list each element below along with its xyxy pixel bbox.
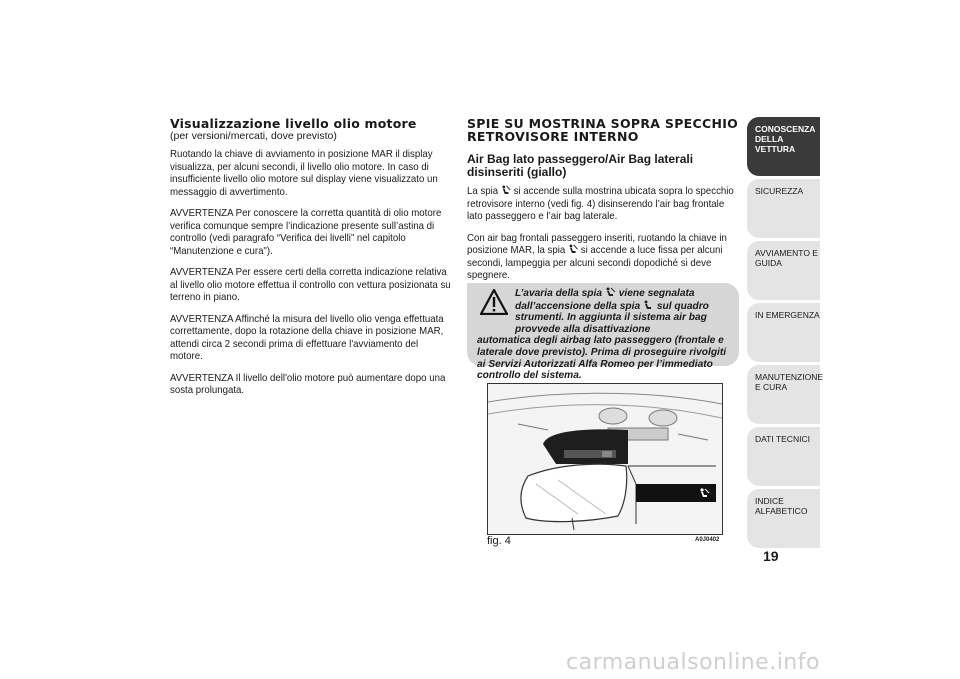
paragraph: AVVERTENZA Affinché la misura del livello olio venga effettuata correttamente, dopo la rotazione della chiave in posizione MAR, attendi circa 2 secondi prima di effettuare l'avviamento del motore.	[170, 312, 444, 362]
figure-code: A0J0402	[695, 537, 720, 543]
airbag-lamp-icon	[643, 300, 654, 310]
text: si accende sulla mostrina ubicata sopra lo specchio retrovisore interno (vedi fig. 4) disinserendo l’air bag frontale lato passeggero e l’air bag laterale.	[467, 185, 734, 222]
text: viene segnalata dall’accensione della spia	[515, 288, 695, 312]
text: Con air bag frontali passeggero inseriti, ruotando la chiave in posizione MAR, la spia	[467, 231, 727, 256]
warning-box	[467, 283, 739, 382]
watermark: carmanualsonline.info	[566, 650, 820, 675]
page-number: 19	[763, 548, 779, 564]
paragraph: AVVERTENZA Il livello dell'olio motore può aumentare dopo una sosta prolungata.	[170, 371, 446, 396]
right-column	[467, 117, 739, 291]
tab-dati-tecnici[interactable]: DATI TECNICI	[747, 427, 820, 486]
mirror-illustration	[488, 384, 722, 534]
tab-in-emergenza[interactable]: IN EMERGENZA	[747, 303, 820, 362]
left-column	[170, 117, 455, 406]
section-title-oil-level: Visualizzazione livello olio motore	[170, 116, 417, 131]
text: sul quadro strumenti. In aggiunta il sistema air bag provvede alla disattivazione	[515, 300, 709, 335]
section-title-warning-lights: SPIE SU MOSTRINA SOPRA SPECCHIO RETROVISORE INTERNO	[467, 116, 739, 144]
text: La spia	[467, 185, 499, 197]
tab-sicurezza[interactable]: SICUREZZA	[747, 179, 820, 238]
airbag-off-icon	[568, 244, 578, 254]
warning-text-lead	[477, 287, 735, 335]
tab-indice-alfabetico[interactable]: INDICE ALFABETICO	[747, 489, 820, 548]
paragraph: Ruotando la chiave di avviamento in posizione MAR il display visualizza, per alcuni secondi, il livello olio motore. In caso di insufficiente livello olio motore sul display viene visualizzato un messaggio di avvertimento.	[170, 148, 438, 198]
text: automatica degli airbag lato passeggero (frontale e laterale dove previsto). Prima di proseguire rivolgiti ai Servizi Autorizzati Alfa Romeo per l’immediato controllo del sistema.	[477, 335, 727, 382]
paragraph: AVVERTENZA Per conoscere la corretta quantità di olio motore verifica comunque sempre l’indicazione presente sull’astina di controllo (vedi paragrafo “Verifica dei livelli” nel capitolo “Manutenzione e cura").	[170, 207, 442, 257]
text: L’avaria della spia	[515, 288, 603, 299]
figure-rearview-mirror	[487, 383, 723, 535]
warning-text	[477, 287, 735, 382]
paragraph: AVVERTENZA Per essere certi della corretta indicazione relativa al livello olio motore effettua il controllo con vettura posizionata su terreno in piano.	[170, 266, 451, 303]
text: si accende a luce fissa per alcuni secondi, lampeggia per alcuni secondi dopodiché si deve spegnere.	[467, 244, 723, 281]
section-subtitle: (per versioni/mercati, dove previsto)	[170, 130, 337, 142]
paragraph-airbag-2	[467, 232, 737, 282]
airbag-off-icon	[605, 287, 616, 297]
tab-conoscenza-della-vettura[interactable]: CONOSCENZA DELLA VETTURA	[747, 117, 820, 176]
airbag-off-icon	[501, 185, 511, 195]
figure-caption: fig. 4	[487, 535, 511, 547]
paragraph-airbag-1	[467, 185, 737, 223]
subsection-title-airbag: Air Bag lato passeggero/Air Bag laterali disinseriti (giallo)	[467, 152, 694, 179]
tab-avviamento-e-guida[interactable]: AVVIAMENTO E GUIDA	[747, 241, 820, 300]
tab-manutenzione-e-cura[interactable]: MANUTENZIONE E CURA	[747, 365, 820, 424]
